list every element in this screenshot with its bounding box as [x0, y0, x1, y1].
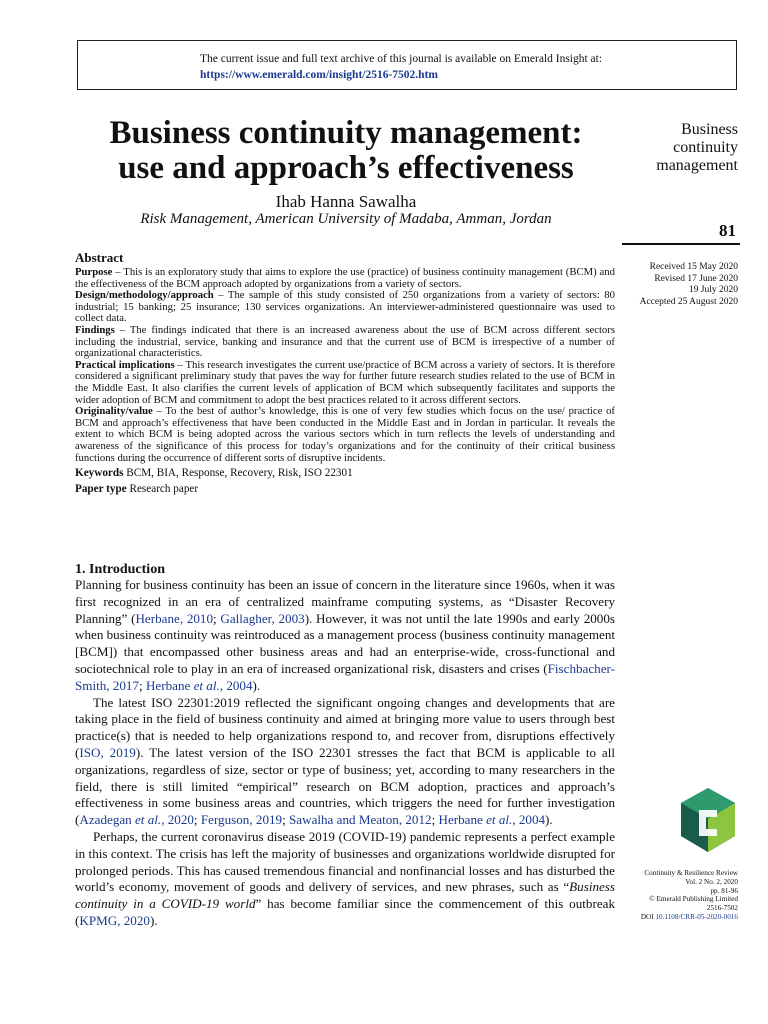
citation-year: , 2020	[161, 812, 194, 828]
journal-info	[641, 869, 738, 922]
author-name: Ihab Hanna Sawalha	[275, 192, 417, 211]
text: ).	[545, 812, 553, 828]
citation-etal: et al.	[135, 812, 162, 828]
citation-link[interactable]: KPMG, 2020	[79, 912, 150, 928]
text: The latest ISO 22301:2019 reflected the significant ongoing changes and developments that are taking place in the field of business continuity and aimed at bringing more value to users through best practice(s) that is needed to help organizations respond to, and recover from, disruptions effectively (	[75, 694, 615, 760]
citation-link[interactable]: Sawalha and Meaton, 2012	[289, 812, 432, 828]
citation-link[interactable]	[438, 812, 545, 827]
abstract-originality	[75, 406, 615, 464]
practical-text: – This research investigates the current use/practice of BCM across a variety of sectors. It is therefore considered a significant preliminary study that paves the way for further future research studies related to the use of BCM in the Middle East. It also clarifies the current levels of application of BCM which subsequently facilitates and supports the wider adoption of BCM and commitment to adopt the best practices related to it across different sectors.	[75, 358, 615, 406]
abstract-purpose	[75, 267, 615, 290]
date-accepted: Accepted 25 August 2020	[639, 296, 738, 307]
text: ” has become familiar since the commencement of this outbreak (	[75, 896, 615, 928]
title-line-2: use and approach’s effectiveness	[118, 150, 574, 186]
originality-label: Originality/value	[75, 405, 153, 418]
abstract-findings	[75, 325, 615, 360]
running-head-line: continuity	[673, 139, 738, 156]
practical-label: Practical implications	[75, 358, 175, 371]
introduction-body	[75, 577, 615, 930]
submission-dates	[640, 262, 738, 308]
text: Planning for business continuity has been an issue of concern in the literature since 1960s, when it was first recognized in an era of centralized mainframe computing systems, as “Disaster Recovery Planning” (	[75, 577, 615, 626]
keywords-label: Keywords	[75, 467, 124, 480]
citation-link[interactable]: Herbane, 2010	[135, 610, 214, 626]
purpose-label: Purpose	[75, 266, 113, 278]
author-affiliation: Risk Management, American University of Madaba, Amman, Jordan	[140, 211, 552, 227]
text: ;	[193, 812, 201, 828]
journal-volume: Vol. 2 No. 2, 2020	[685, 877, 738, 886]
citation-author: Herbane	[438, 812, 487, 828]
citation-link[interactable]: Fischbacher-Smith, 2017	[75, 660, 615, 693]
text: ;	[431, 812, 439, 828]
citation-link[interactable]: ISO, 2019	[79, 744, 136, 760]
section-heading-introduction: 1. Introduction	[75, 562, 165, 577]
abstract-heading: Abstract	[75, 250, 124, 265]
date-revised-2: 19 July 2020	[688, 285, 738, 295]
running-head	[656, 121, 738, 175]
banner-text: The current issue and full text archive of this journal is available on Emerald Insight at:	[200, 53, 603, 65]
originality-text: – To the best of author’s knowledge, this is one of very few studies which focus on the use/ practice of BCM and approach’s effectiveness that have been conducted in the Middle East and in Jordan in particular. It reveals the extent to which BCM is being adopted across the various sectors which in turn reflects the levels of understanding and awareness of the significance of this process for today’s organizations and for the continuity of their critical business functions during the occurrence of different sorts of disruptive incidents.	[75, 405, 615, 464]
paper-type-label: Paper type	[75, 482, 127, 495]
citation-link[interactable]	[79, 812, 194, 827]
paragraph	[75, 577, 615, 695]
text: ;	[139, 677, 146, 693]
abstract-design	[75, 290, 615, 325]
journal-url-link[interactable]: https://www.emerald.com/insight/2516-7502.htm	[200, 69, 438, 81]
doi-label: DOI	[640, 912, 656, 921]
text: ;	[282, 812, 290, 828]
citation-link[interactable]	[146, 678, 253, 693]
findings-label: Findings	[75, 323, 115, 336]
page-number: 81	[719, 221, 736, 240]
text: ).	[149, 912, 158, 928]
design-label: Design/methodology/approach	[75, 289, 214, 302]
keywords	[75, 468, 615, 480]
journal-issn: 2516-7502	[706, 904, 738, 913]
running-head-line: management	[656, 157, 738, 174]
text: ;	[213, 610, 221, 626]
journal-name: Continuity & Resilience Review	[644, 869, 738, 877]
citation-link[interactable]: Gallagher, 2003	[220, 610, 305, 626]
abstract-body	[75, 267, 615, 495]
paragraph	[75, 829, 615, 930]
text: Perhaps, the current coronavirus disease 2019 (COVID-19) pandemic represents a perfect example in this context. The crisis has left the majority of businesses and organizations worldwide disrupted for prolonged periods. This has caused tremendous financial and nonfinancial losses and has disturbed the world’s economy, movement of goods and delivery of services, and new phrases, such as “	[75, 828, 615, 895]
running-head-line: Business	[681, 121, 738, 138]
paper-type	[75, 484, 615, 496]
purpose-text: – This is an exploratory study that aims to explore the use (practice) of business continuity management (BCM) and the effectiveness of the BCM approach adopted by organizations from a variety of sectors.	[75, 266, 615, 290]
citation-link[interactable]: Ferguson, 2019	[200, 812, 283, 828]
keywords-text: BCM, BIA, Response, Recovery, Risk, ISO 22301	[123, 467, 353, 480]
date-received: Received 15 May 2020	[649, 262, 738, 272]
citation-year: , 2004	[219, 677, 253, 693]
design-text: – The sample of this study consisted of 250 organizations from a variety of sectors: 80 industrial; 15 banking; 25 insurance; 130 services organizations. An interviewer-administered questionnaire was used to collect data.	[75, 289, 615, 325]
paper-type-text: Research paper	[126, 482, 199, 495]
publisher-logo-icon	[677, 786, 739, 856]
article-title	[76, 116, 616, 186]
journal-publisher: © Emerald Publishing Limited	[649, 895, 738, 904]
text: ). The latest version of the ISO 22301 stresses the fact that BCM is applicable to all organizations, regardless of size, sector or type of business; yet, according to many researchers in the field, there is still limited “empirical” research on BCM adoption, practices and approach’s effectiveness in some business areas and countries, which triggers the need for further investigation (	[75, 744, 615, 828]
paragraph	[75, 695, 615, 829]
citation-etal: et al.	[193, 677, 220, 693]
journal-doi	[641, 913, 738, 922]
doi-link[interactable]: 10.1108/CRR-05-2020-0016	[655, 912, 738, 921]
findings-text: – The findings indicated that there is an increased awareness about the use of BCM across different sectors including the industrial, service, banking and insurance and that the current use of BCM is irrespective of a number of organizational characteristics.	[75, 323, 615, 360]
citation-author: Azadegan	[79, 812, 135, 828]
citation-author: Herbane	[145, 677, 194, 693]
emphasis: Business continuity in a COVID-19 world	[75, 879, 615, 912]
text: ).	[252, 677, 261, 693]
journal-pages: pp. 81-96	[710, 886, 738, 895]
date-revised: Revised 17 June 2020	[654, 273, 738, 284]
abstract-practical	[75, 360, 615, 406]
citation-year: , 2004	[512, 812, 546, 828]
text: ). However, it was not until the late 1990s and early 2000s when business continuity was reintroduced as a management process (business continuity management [BCM]) that encompassed other business areas and had an enterprise-wide, cross-functional and sociotechnical role to play in an era of increased organizational risk, disasters and crises (	[75, 610, 615, 676]
title-line-1: Business continuity management:	[109, 115, 583, 151]
journal-availability-banner	[77, 40, 737, 90]
citation-etal: et al.	[486, 812, 513, 828]
margin-rule	[622, 243, 740, 245]
